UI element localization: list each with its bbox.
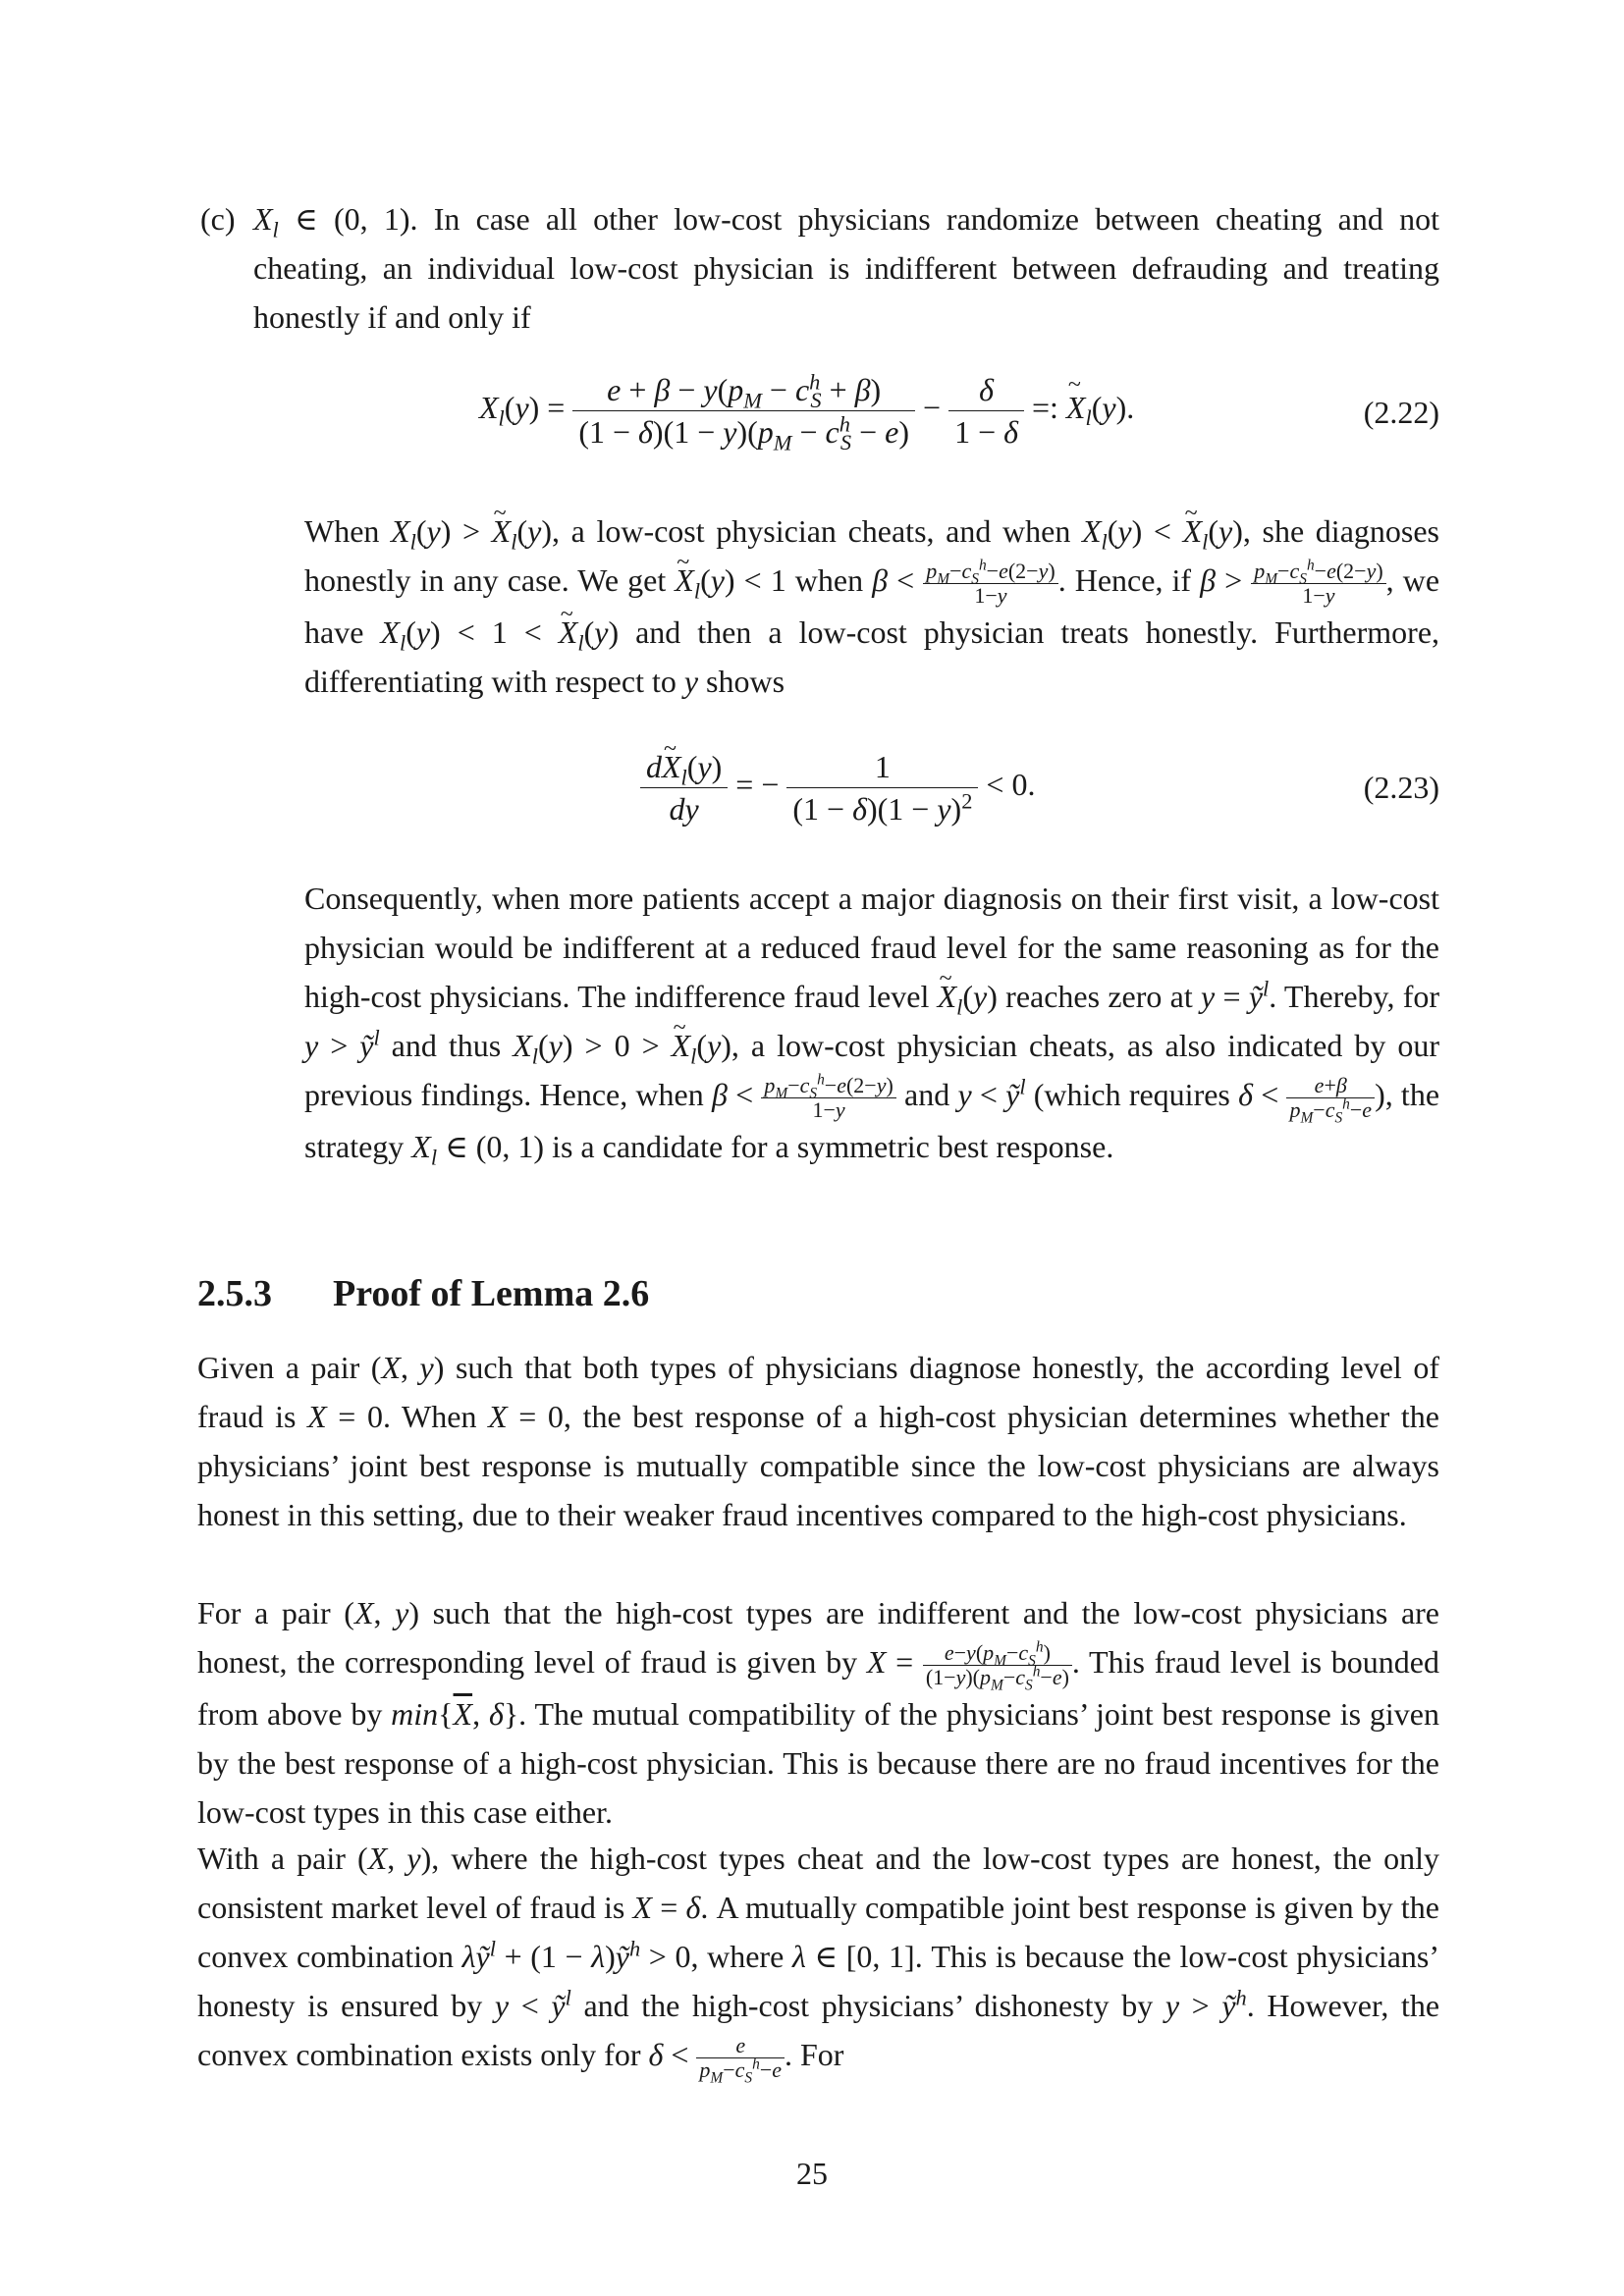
equation-2-22: $X_l(y)$ = $\frac{e + \beta - y(p_M - c^h_S + \beta)}{(1 - \delta)(1 - y)(p_M - c^h_S - e)}$ − $\frac{\delta}{1 - \delta}$ =: ~ $X_l(y)$. <box>479 369 1134 453</box>
fraction: $\frac{e + \beta - y(p_M - c^h_S + \beta)}{(1 - \delta)(1 - y)(p_M - c^h_S - e)}$ <box>572 369 915 453</box>
paragraph: When $X_l(y)$ > ~ $X_l(y)$, a low-cost physician cheats, and when $X_l(y)$ < ~ $X_l(y)$, she diagnoses honestly in any case. We get ~ $X_l(y) < 1$ when β < $\frac{p_M-c_S^h-e(2-y)}{1-y}$ . Hence, if β > $\frac{p_M-c_S^h-e(2-y)}{1-y}$ , we have $X_l(y) < 1$ < ~ $X_l(y)$ and then a low-cost physician treats honestly. Furthermore, differentiating with respect to y shows <box>304 507 1439 706</box>
fraction: $\frac{d\sim X_l(y)}{dy}$ <box>640 746 728 829</box>
section-number: 2.5.3 <box>197 1273 272 1314</box>
paragraph: For a pair (X, y) such that the high-cost types are indifferent and the low-cost physicians are honest, the corresponding level of fraud is given by X = $\frac{e-y(p_M-c_S^h)}{(1-y)(p_M-c_S^h-e)}$ . This fraud level is bounded from above by $\min\{\overline{X}$, δ}. The mutual compatibility of the physicians’ joint best response is given by the best response of a high-cost physician. This is because there are no fraud incentives for the low-cost types in this case either. <box>197 1595 1440 1831</box>
fraction: $\frac{\delta}{1 - \delta}$ <box>948 369 1024 453</box>
paragraph: Given a pair (X, y) such that both types of physicians diagnose honestly, the according level of fraud is X = 0. When X = 0, the best response of a high-cost physician determines whether the physicians’ joint best response is mutually compatible since the low-cost physicians are always honest in this setting, due to their weaker fraud incentives compared to the high-cost physicians. <box>197 1350 1440 1532</box>
paragraph: Consequently, when more patients accept a major diagnosis on their first visit, a low-cost physician would be indifferent at a reduced fraud level for the same reasoning as for the high-cost physicians. The indifference fraud level ~ $X_l(y)$ reaches zero at y = ỹ$^l$. Thereby, for y > ỹ$^l$ and thus $X_l(y) > 0$ > ~ $X_l(y)$, a low-cost physician cheats, as also indicated by our previous findings. Hence, when β < $\frac{p_M-c_S^h-e(2-y)}{1-y}$ and y < ỹ$^l$ (which requires δ < $\frac{e+\beta}{p_M-c_S^h-e}$ ), the strategy $X_l$ ∈ (0, 1) is a candidate for a symmetric best response. <box>304 874 1439 1171</box>
equation-2-23: $\frac{d\sim X_l(y)}{dy}$ = − $\frac{1}{(1 - \delta)(1 - y)^2}$ < 0. <box>640 746 1035 829</box>
equation-number: (2.23) <box>1363 770 1439 805</box>
section-title: Proof of Lemma 2.6 <box>333 1273 650 1314</box>
fraction: $\frac{1}{(1 - \delta)(1 - y)^2}$ <box>786 746 978 829</box>
paragraph: With a pair (X, y), where the high-cost types cheat and the low-cost types are honest, the only consistent market level of fraud is X = δ. A mutually compatible joint best response is given by the convex combination λỹ$^l$ + (1 − λ)ỹ$^h$ > 0, where λ ∈ [0, 1]. This is because the low-cost physicians’ honesty is ensured by y < ỹ$^l$ and the high-cost physicians’ dishonesty by y > ỹ$^h$. However, the convex combination exists only for δ < $\frac{e}{p_M-c_S^h-e}$ . For <box>197 1841 1440 2087</box>
item-label: (c) <box>200 201 236 237</box>
equation-number: (2.22) <box>1363 395 1439 430</box>
item-c-intro: $X_l$ ∈ (0, 1). In case all other low-cost physicians randomize between cheating and not cheating, an individual low-cost physician is indifferent between defrauding and treating honestly if and only if <box>253 201 1439 335</box>
section-heading <box>197 1272 649 1315</box>
page-number: 25 <box>796 2156 828 2191</box>
item-c <box>200 194 1439 342</box>
